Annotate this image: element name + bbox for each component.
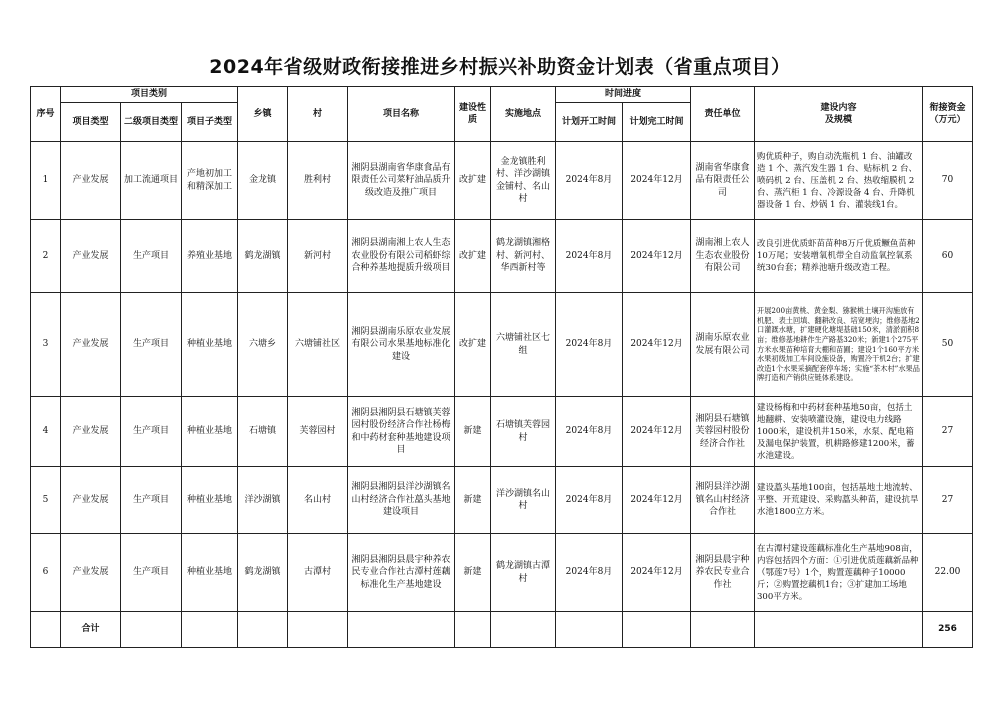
cell-nature: 改扩建 bbox=[455, 142, 491, 220]
cell-second-type: 生产项目 bbox=[121, 467, 182, 534]
cell-type: 产业发展 bbox=[61, 534, 121, 612]
cell-location: 鹤龙湖镇古潭村 bbox=[491, 534, 556, 612]
cell-total-empty bbox=[491, 612, 556, 648]
cell-content: 建设藠头基地100亩，包括基地土地流转、平整、开荒建设、采购藠头种苗，建设抗旱水池1800立方米。 bbox=[755, 467, 923, 534]
header-location: 实施地点 bbox=[491, 87, 556, 142]
cell-start: 2024年8月 bbox=[556, 467, 623, 534]
cell-second-type: 生产项目 bbox=[121, 397, 182, 467]
cell-end: 2024年12月 bbox=[623, 142, 691, 220]
cell-village: 六塘铺社区 bbox=[288, 293, 348, 397]
cell-unit: 湘阴县晨宇种养农民专业合作社 bbox=[691, 534, 755, 612]
header-time-group: 时间进度 bbox=[556, 87, 691, 103]
cell-town: 六塘乡 bbox=[238, 293, 288, 397]
cell-second-type: 生产项目 bbox=[121, 293, 182, 397]
cell-unit: 湖南乐原农业发展有限公司 bbox=[691, 293, 755, 397]
table-row bbox=[31, 293, 973, 397]
header-seq: 序号 bbox=[31, 87, 61, 142]
cell-content: 建设杨梅和中药材套种基地50亩，包括土地翻耕、安装喷灌设施，建设电力线路1000米，建设机井150米，水泵、配电箱及漏电保护装置，机耕路修建1200米，蓄水池建设。 bbox=[755, 397, 923, 467]
header-project-name: 项目名称 bbox=[348, 87, 455, 142]
cell-total-empty bbox=[556, 612, 623, 648]
cell-nature: 改扩建 bbox=[455, 220, 491, 293]
cell-seq: 6 bbox=[31, 534, 61, 612]
cell-second-type: 生产项目 bbox=[121, 220, 182, 293]
cell-end: 2024年12月 bbox=[623, 397, 691, 467]
header-nature: 建设性质 bbox=[455, 87, 491, 142]
cell-town: 鹤龙湖镇 bbox=[238, 534, 288, 612]
table-row bbox=[31, 220, 973, 293]
cell-village: 胜利村 bbox=[288, 142, 348, 220]
funding-table bbox=[30, 86, 973, 648]
cell-unit: 湖南省华康食品有限责任公司 bbox=[691, 142, 755, 220]
cell-village: 芙蓉园村 bbox=[288, 397, 348, 467]
cell-nature: 新建 bbox=[455, 467, 491, 534]
cell-unit: 湘阴县洋沙湖镇名山村经济合作社 bbox=[691, 467, 755, 534]
cell-location: 金龙镇胜利村、洋沙湖镇金铺村、名山村 bbox=[491, 142, 556, 220]
cell-location: 六塘铺社区七组 bbox=[491, 293, 556, 397]
cell-start: 2024年8月 bbox=[556, 142, 623, 220]
cell-total-empty bbox=[691, 612, 755, 648]
cell-town: 鹤龙湖镇 bbox=[238, 220, 288, 293]
cell-seq: 2 bbox=[31, 220, 61, 293]
cell-type: 产业发展 bbox=[61, 220, 121, 293]
cell-total-empty bbox=[31, 612, 61, 648]
cell-content: 开展200亩黄桃、黄金梨、猕猴桃土壤开沟施放有机肥、表土回填、翻耕改良、培宽埂沟；维修基地2口灌溉水塘，扩建硬化塘堤基础150米，清淤面积8亩；维修基地耕作生产路基320米；新建1个275平方米水果苗种培育大棚和苗圃；建设1个160平方米水果初级加工车间设施设备，购置冷干机2台；扩建改造1个水果采摘配套停车场；实施“茶木村”水果品牌打造和产销供应链体系建设。 bbox=[755, 293, 923, 397]
header-start: 计划开工时间 bbox=[556, 103, 623, 142]
cell-total-empty bbox=[121, 612, 182, 648]
cell-funds: 27 bbox=[923, 397, 973, 467]
cell-end: 2024年12月 bbox=[623, 220, 691, 293]
total-label: 合计 bbox=[61, 612, 121, 648]
cell-sub-type: 种植业基地 bbox=[182, 467, 238, 534]
page-title: 2024年省级财政衔接推进乡村振兴补助资金计划表（省重点项目） bbox=[209, 56, 791, 78]
header-town: 乡镇 bbox=[238, 87, 288, 142]
cell-location: 石塘镇芙蓉园村 bbox=[491, 397, 556, 467]
cell-type: 产业发展 bbox=[61, 293, 121, 397]
cell-project-name: 湘阴县湖南省华康食品有限责任公司菜籽油品质升级改造及推广项目 bbox=[348, 142, 455, 220]
cell-nature: 新建 bbox=[455, 397, 491, 467]
cell-project-name: 湘阴县湖南乐原农业发展有限公司水果基地标准化建设 bbox=[348, 293, 455, 397]
cell-end: 2024年12月 bbox=[623, 293, 691, 397]
cell-unit: 湘阴县石塘镇芙蓉园村股份经济合作社 bbox=[691, 397, 755, 467]
cell-village: 新河村 bbox=[288, 220, 348, 293]
cell-seq: 3 bbox=[31, 293, 61, 397]
cell-project-name: 湘阴县湘阴县晨宇种养农民专业合作社古潭村莲藕标准化生产基地建设 bbox=[348, 534, 455, 612]
header-category-group: 项目类别 bbox=[61, 87, 238, 103]
cell-funds: 70 bbox=[923, 142, 973, 220]
cell-town: 石塘镇 bbox=[238, 397, 288, 467]
cell-total-empty bbox=[238, 612, 288, 648]
cell-nature: 改扩建 bbox=[455, 293, 491, 397]
cell-town: 金龙镇 bbox=[238, 142, 288, 220]
cell-funds: 50 bbox=[923, 293, 973, 397]
total-funds: 256 bbox=[923, 612, 973, 648]
cell-start: 2024年8月 bbox=[556, 220, 623, 293]
cell-start: 2024年8月 bbox=[556, 534, 623, 612]
header-end: 计划完工时间 bbox=[623, 103, 691, 142]
cell-village: 名山村 bbox=[288, 467, 348, 534]
cell-content: 在古潭村建设莲藕标准化生产基地908亩，内容包括四个方面：①引进优质莲藕新品种（鄂莲7号）1个，购置莲藕种子10000斤；②购置挖藕机1台；③扩建加工场地300平方米。 bbox=[755, 534, 923, 612]
header-village: 村 bbox=[288, 87, 348, 142]
cell-town: 洋沙湖镇 bbox=[238, 467, 288, 534]
cell-total-empty bbox=[755, 612, 923, 648]
cell-unit: 湖南湘上农人生态农业股份有限公司 bbox=[691, 220, 755, 293]
cell-funds: 27 bbox=[923, 467, 973, 534]
cell-total-empty bbox=[623, 612, 691, 648]
cell-type: 产业发展 bbox=[61, 467, 121, 534]
header-funds: 衔接资金（万元） bbox=[923, 87, 973, 142]
total-row bbox=[31, 612, 973, 648]
cell-seq: 1 bbox=[31, 142, 61, 220]
header-content: 建设内容 及规模 bbox=[755, 87, 923, 142]
cell-nature: 新建 bbox=[455, 534, 491, 612]
cell-total-empty bbox=[288, 612, 348, 648]
cell-start: 2024年8月 bbox=[556, 397, 623, 467]
cell-project-name: 湘阴县湖南湘上农人生态农业股份有限公司稻虾综合种养基地提质升级项目 bbox=[348, 220, 455, 293]
cell-sub-type: 种植业基地 bbox=[182, 534, 238, 612]
cell-funds: 22.00 bbox=[923, 534, 973, 612]
cell-end: 2024年12月 bbox=[623, 534, 691, 612]
cell-location: 洋沙湖镇名山村 bbox=[491, 467, 556, 534]
cell-total-empty bbox=[182, 612, 238, 648]
cell-project-name: 湘阴县湘阴县洋沙湖镇名山村经济合作社藠头基地建设项目 bbox=[348, 467, 455, 534]
cell-content: 购优质种子，购自动洗瓶机 1 台、油罐改造 1 个、蒸汽发生器 1 台、贴标机 2 台、喷码机 2 台、压盖机 2 台、热收缩膜机 2 台、蒸汽柜 1 台、冷源设备 4 台、升降机器设备 1 台、炒锅 1 台、灌装线1台。 bbox=[755, 142, 923, 220]
cell-end: 2024年12月 bbox=[623, 467, 691, 534]
header-row-1 bbox=[31, 87, 973, 103]
cell-funds: 60 bbox=[923, 220, 973, 293]
cell-sub-type: 养殖业基地 bbox=[182, 220, 238, 293]
table-row bbox=[31, 142, 973, 220]
table-row bbox=[31, 467, 973, 534]
header-second-type: 二级项目类型 bbox=[121, 103, 182, 142]
cell-total-empty bbox=[455, 612, 491, 648]
cell-village: 古潭村 bbox=[288, 534, 348, 612]
cell-sub-type: 产地初加工和精深加工 bbox=[182, 142, 238, 220]
cell-type: 产业发展 bbox=[61, 142, 121, 220]
cell-seq: 4 bbox=[31, 397, 61, 467]
cell-sub-type: 种植业基地 bbox=[182, 397, 238, 467]
cell-second-type: 加工流通项目 bbox=[121, 142, 182, 220]
cell-location: 鹤龙湖镇湘格村、新河村、华西新村等 bbox=[491, 220, 556, 293]
cell-second-type: 生产项目 bbox=[121, 534, 182, 612]
header-unit: 责任单位 bbox=[691, 87, 755, 142]
cell-content: 改良引进优质虾苗苗种8万斤优质鳜鱼苗种10万尾；安装增氧机带全自动监氧控氧系统30台套；精养池塘升级改造工程。 bbox=[755, 220, 923, 293]
table-row bbox=[31, 397, 973, 467]
cell-type: 产业发展 bbox=[61, 397, 121, 467]
cell-start: 2024年8月 bbox=[556, 293, 623, 397]
cell-sub-type: 种植业基地 bbox=[182, 293, 238, 397]
header-sub-type: 项目子类型 bbox=[182, 103, 238, 142]
cell-project-name: 湘阴县湘阴县石塘镇芙蓉园村股份经济合作社杨梅和中药材套种基地建设项目 bbox=[348, 397, 455, 467]
table-row bbox=[31, 534, 973, 612]
cell-seq: 5 bbox=[31, 467, 61, 534]
header-project-type: 项目类型 bbox=[61, 103, 121, 142]
cell-total-empty bbox=[348, 612, 455, 648]
